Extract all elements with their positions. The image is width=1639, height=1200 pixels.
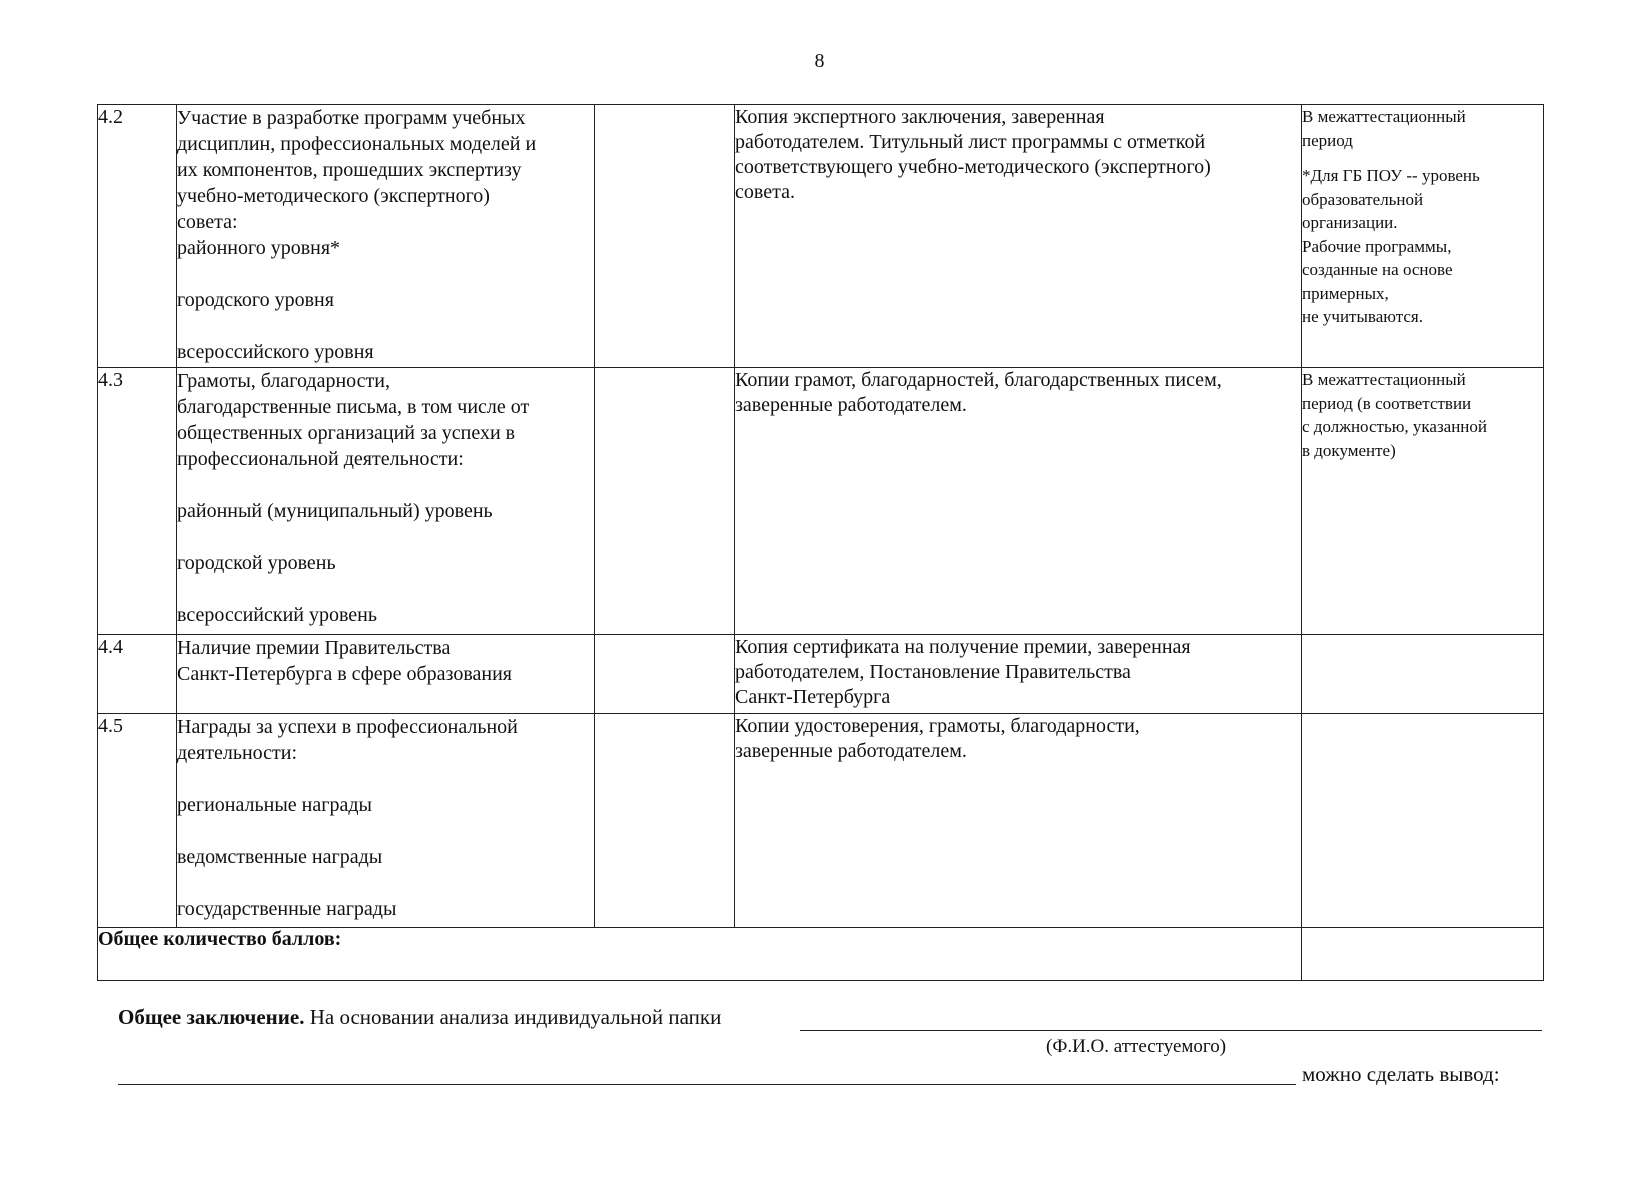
cell-line: Грамоты, благодарности, — [177, 370, 390, 392]
cell-line: региональные награды — [177, 794, 372, 816]
cell-line: заверенные работодателем. — [735, 394, 967, 416]
cell-line: Копии грамот, благодарностей, благодарственных писем, — [735, 369, 1222, 391]
cell-line: профессиональной деятельности: — [177, 448, 464, 470]
cell-line: районного уровня* — [177, 237, 341, 259]
score-cell[interactable] — [595, 368, 735, 635]
cell-line: соответствующего учебно-методического (экспертного) — [735, 156, 1211, 178]
blank-gap — [177, 313, 594, 339]
cell-line: Санкт-Петербурга — [735, 686, 891, 708]
page-number: 8 — [814, 50, 825, 72]
criteria-table — [97, 104, 1544, 981]
cell-line: примерных, — [1302, 283, 1389, 303]
cell-line: деятельности: — [177, 742, 298, 764]
documents-cell — [735, 714, 1302, 928]
cell-line: Копия сертификата на получение премии, заверенная — [735, 636, 1191, 658]
cell-line: общественных организаций за успехи в — [177, 422, 516, 444]
cell-line: их компонентов, прошедших экспертизу — [177, 159, 522, 181]
blank-gap — [177, 524, 594, 550]
criteria-cell — [177, 368, 595, 635]
criteria-cell — [177, 635, 595, 714]
table-row — [98, 368, 1544, 635]
blank-gap — [1302, 152, 1543, 164]
cell-line: районный (муниципальный) уровень — [177, 500, 493, 522]
table-row — [98, 635, 1544, 714]
blank-gap — [177, 766, 594, 792]
cell-line: городского уровня — [177, 289, 334, 311]
row-number: 4.4 — [98, 635, 177, 714]
note-cell — [1302, 368, 1544, 635]
row-number: 4.3 — [98, 368, 177, 635]
cell-line: совета. — [735, 181, 795, 203]
documents-cell — [735, 368, 1302, 635]
cell-line: городской уровень — [177, 552, 336, 574]
cell-line: В межаттестационный — [1302, 370, 1466, 389]
cell-line: созданные на основе — [1302, 260, 1453, 279]
total-label: Общее количество баллов: — [98, 928, 1302, 981]
cell-line: всероссийского уровня — [177, 341, 374, 363]
cell-line: государственные награды — [177, 898, 397, 920]
total-row — [98, 928, 1544, 981]
note-cell — [1302, 635, 1544, 714]
cell-line: организации. — [1302, 213, 1398, 232]
cell-line: период (в соответствии — [1302, 393, 1472, 413]
conclusion-line — [118, 1005, 721, 1030]
table-row — [98, 714, 1544, 928]
cell-line: Копия экспертного заключения, заверенная — [735, 106, 1105, 128]
note-cell — [1302, 105, 1544, 368]
table-row — [98, 105, 1544, 368]
cell-line: период — [1302, 130, 1353, 150]
fio-blank-line[interactable] — [800, 1030, 1542, 1031]
conclusion-heading: Общее заключение. — [118, 1005, 305, 1029]
cell-line: заверенные работодателем. — [735, 740, 967, 762]
blank-gap — [177, 818, 594, 844]
conclusion-text: На основании анализа индивидуальной папки — [304, 1005, 722, 1029]
documents-cell — [735, 635, 1302, 714]
cell-line: всероссийский уровень — [177, 604, 378, 626]
conclusion-blank-line[interactable] — [118, 1084, 1296, 1085]
cell-line: Наличие премии Правительства — [177, 637, 451, 659]
cell-line: *Для ГБ ПОУ -- уровень — [1302, 166, 1480, 185]
cell-line: Награды за успехи в профессиональной — [177, 716, 518, 738]
cell-line: образовательной — [1302, 189, 1424, 209]
note-cell — [1302, 714, 1544, 928]
cell-line: В межаттестационный — [1302, 107, 1466, 126]
blank-gap — [177, 576, 594, 602]
total-score-cell[interactable] — [1302, 928, 1544, 981]
blank-gap — [177, 472, 594, 498]
row-number: 4.2 — [98, 105, 177, 368]
score-cell[interactable] — [595, 105, 735, 368]
cell-line: учебно-методического (экспертного) — [177, 185, 490, 207]
cell-line: ведомственные награды — [177, 846, 383, 868]
blank-gap — [177, 870, 594, 896]
cell-line: в документе) — [1302, 440, 1396, 460]
cell-line: работодателем, Постановление Правительства — [735, 661, 1131, 683]
blank-gap — [177, 261, 594, 287]
cell-line: совета: — [177, 211, 238, 233]
score-cell[interactable] — [595, 635, 735, 714]
cell-line: дисциплин, профессиональных моделей и — [177, 133, 537, 155]
cell-line: с должностью, указанной — [1302, 417, 1487, 436]
criteria-cell — [177, 105, 595, 368]
cell-line: благодарственные письма, в том числе от — [177, 396, 530, 418]
score-cell[interactable] — [595, 714, 735, 928]
cell-line: не учитываются. — [1302, 307, 1423, 326]
cell-line: работодателем. Титульный лист программы с отметкой — [735, 131, 1206, 153]
cell-line: Участие в разработке программ учебных — [177, 107, 526, 129]
documents-cell — [735, 105, 1302, 368]
cell-line: Рабочие программы, — [1302, 236, 1452, 256]
conclusion-tail: можно сделать вывод: — [1302, 1062, 1500, 1086]
cell-line: Санкт-Петербурга в сфере образования — [177, 663, 512, 685]
row-number: 4.5 — [98, 714, 177, 928]
fio-hint: (Ф.И.О. аттестуемого) — [1046, 1036, 1227, 1057]
criteria-cell — [177, 714, 595, 928]
cell-line: Копии удостоверения, грамоты, благодарности, — [735, 715, 1140, 737]
